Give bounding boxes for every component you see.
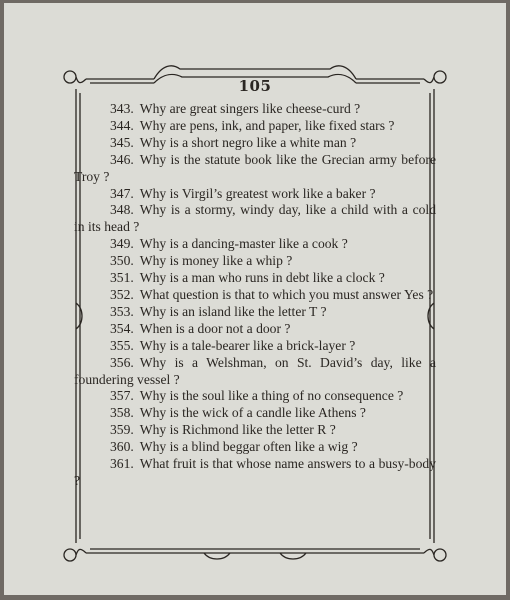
riddle-list bbox=[74, 101, 436, 490]
list-item: 357. Why is the soul like a thing of no consequence ? bbox=[110, 388, 404, 404]
list-item: 351. Why is a man who runs in debt like a clock ? bbox=[110, 270, 385, 286]
list-item: 353. Why is an island like the letter T ? bbox=[110, 303, 327, 319]
list-item: 343. Why are great singers like cheese-curd ? bbox=[110, 101, 361, 116]
page-number: 105 bbox=[238, 77, 272, 95]
list-item: 350. Why is money like a whip ? bbox=[110, 253, 293, 269]
list-item: 346. Why is the statute book like the Grecian army before Troy ? bbox=[74, 151, 436, 184]
list-item: 352. What question is that to which you must answer Yes ? bbox=[110, 286, 434, 302]
list-item: 358. Why is the wick of a candle like Athens ? bbox=[110, 405, 366, 421]
list-item: 348. Why is a stormy, windy day, like a child with a cold in its head ? bbox=[74, 202, 436, 235]
list-item: 356. Why is a Welshman, on St. David’s day, like a foundering vessel ? bbox=[74, 354, 436, 387]
list-item: 347. Why is Virgil’s greatest work like a baker ? bbox=[110, 185, 376, 201]
book-page bbox=[4, 3, 506, 595]
list-item: 345. Why is a short negro like a white man ? bbox=[110, 134, 357, 150]
list-item: 361. What fruit is that whose name answers to a busy-body ? bbox=[74, 456, 436, 488]
list-item: 344. Why are pens, ink, and paper, like fixed stars ? bbox=[110, 117, 395, 133]
list-item: 359. Why is Richmond like the letter R ? bbox=[110, 422, 336, 438]
list-item: 355. Why is a tale-bearer like a brick-layer ? bbox=[110, 337, 356, 353]
list-item: 360. Why is a blind beggar often like a wig ? bbox=[110, 439, 358, 455]
list-item: 354. When is a door not a door ? bbox=[110, 320, 291, 336]
list-item: 349. Why is a dancing-master like a cook ? bbox=[110, 236, 348, 252]
